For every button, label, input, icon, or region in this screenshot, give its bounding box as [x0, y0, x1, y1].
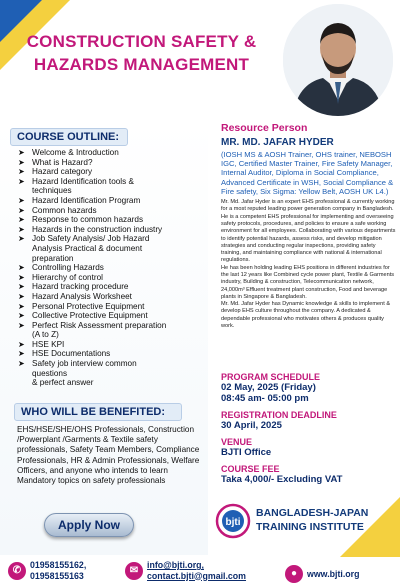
arrow-bullet-icon: ➤	[18, 148, 25, 157]
phone-contact	[8, 560, 86, 581]
arrow-bullet-icon: ➤	[18, 359, 25, 369]
arrow-bullet-icon: ➤	[18, 301, 25, 311]
bio-paragraph: Mr. Md. Jafar Hyder is an expert EHS professional & currently working for a most reputed leading power generation company in Bangladesh.	[221, 199, 395, 213]
bio-paragraph: Mr. Md. Jafar Hyder has Dynamic knowledge & skills to implement & develop EHS culture throughout the company. A dedicated & dependable professional who motivates others & produces quality work.	[221, 301, 391, 330]
course-outline-item	[18, 311, 206, 321]
globe-icon: ●	[285, 565, 303, 583]
course-outline-item-label: Job Safety Analysis/ Job Hazard	[32, 234, 150, 244]
course-outline-item-label: Response to common hazards	[32, 215, 144, 225]
resource-person-heading: Resource Person	[221, 122, 308, 134]
course-outline-item	[18, 369, 206, 379]
institute-logo	[212, 500, 397, 546]
arrow-bullet-icon: ➤	[18, 311, 25, 321]
phone-number[interactable]: 01958155162,	[30, 560, 87, 570]
course-outline-item	[18, 244, 206, 254]
flyer-title	[14, 30, 269, 76]
course-outline-item	[18, 177, 206, 187]
bio-paragraph: He has been holding leading EHS positions in different industries for the last 12 years like Combined cycle power plant, Textile & Garments industry, Building & construction, Telecommunication network, 24,000m³ Effluent treatment plant construction, Food and beverage plants in Singapore & Bangladesh.	[221, 264, 395, 300]
course-fee-value: Taka 4,000/- Excluding VAT	[221, 474, 343, 485]
resource-person-photo	[283, 4, 393, 116]
course-outline-item	[18, 234, 206, 244]
arrow-bullet-icon: ➤	[18, 205, 25, 215]
course-outline-item-label: (A to Z)	[32, 330, 59, 340]
course-outline-item	[18, 148, 206, 158]
course-outline-item-label: Hazard Analysis Worksheet	[32, 291, 132, 301]
course-outline-item-label: Common hazards	[32, 205, 97, 215]
email-icon: ✉	[125, 562, 143, 580]
arrow-bullet-icon: ➤	[18, 282, 25, 292]
course-outline-item	[18, 158, 206, 168]
course-outline-item	[18, 206, 206, 216]
course-fee-label: COURSE FEE	[221, 464, 280, 474]
course-outline-item-label: Hierarchy of control	[32, 272, 103, 282]
course-outline-item-label: HSE KPI	[32, 339, 65, 349]
arrow-bullet-icon: ➤	[18, 215, 25, 225]
arrow-bullet-icon: ➤	[18, 176, 25, 186]
resource-person-section	[221, 122, 396, 330]
bjti-logo-icon	[215, 503, 251, 539]
arrow-bullet-icon: ➤	[18, 349, 25, 359]
arrow-bullet-icon: ➤	[18, 157, 25, 167]
course-outline-item	[18, 263, 206, 273]
course-outline-item-label: Hazard Identification Program	[32, 195, 141, 205]
course-outline-item	[18, 321, 206, 331]
benefited-text: EHS/HSE/SHE/OHS Professionals, Construction /Powerplant /Garments & Textile safety professionals, Safety Team Members, Compliance Professionals, HR & Admin Professionals, Welfare Officers, and anyone who intends to learn Mandatory topics on safety professionals	[17, 425, 200, 486]
program-schedule	[221, 372, 396, 491]
email-link[interactable]: contact.bjti@gmail.com	[147, 570, 247, 581]
phone-icon: ✆	[8, 562, 26, 580]
arrow-bullet-icon: ➤	[18, 339, 25, 349]
website-link[interactable]: www.bjti.org	[307, 568, 360, 579]
course-outline-item	[18, 254, 206, 264]
arrow-bullet-icon: ➤	[18, 291, 25, 301]
course-outline-item-label: Hazard Identification tools &	[32, 176, 134, 186]
course-outline-item	[18, 215, 206, 225]
course-outline-item-label: Welcome & Introduction	[32, 148, 119, 157]
arrow-bullet-icon: ➤	[18, 263, 25, 273]
course-outline-item-label: Personal Protective Equipment	[32, 301, 145, 311]
arrow-bullet-icon: ➤	[18, 234, 25, 244]
venue-label: VENUE	[221, 437, 253, 447]
course-outline-item-label: techniques	[32, 186, 72, 196]
course-outline-item	[18, 359, 206, 369]
course-outline-heading: COURSE OUTLINE:	[10, 128, 128, 146]
phone-number[interactable]: 01958155163	[30, 570, 84, 581]
arrow-bullet-icon: ➤	[18, 272, 25, 282]
program-schedule-label: PROGRAM SCHEDULE	[221, 372, 321, 382]
course-outline-item	[18, 302, 206, 312]
course-outline-item-label: Analysis Practical & document	[32, 243, 143, 253]
course-outline-item	[18, 225, 206, 235]
course-outline-item-label: Perfect Risk Assessment preparation	[32, 320, 167, 330]
contact-footer	[0, 557, 400, 587]
email-link[interactable]: info@bjti.org,	[147, 560, 204, 570]
course-outline-item-label: Controlling Hazards	[32, 263, 104, 273]
portrait-icon	[283, 4, 393, 116]
registration-deadline: 30 April, 2025	[221, 420, 282, 431]
bio-paragraph: He is a competent EHS professional for implementing and overseeing safety protocols, procedures, and policies to ensure a safe working environment for all employees. Collaborating with various departments to identify potential hazards, assess risks, and develop mitigation strategies and conducting regular inspections, providing safety training, and maintaining compliance with national & international regulations.	[221, 213, 396, 264]
course-outline-item-label: Collective Protective Equipment	[32, 311, 148, 321]
title-line-2: HAZARDS MANAGEMENT	[33, 55, 250, 74]
course-outline-item	[18, 378, 206, 388]
course-outline-item	[18, 340, 206, 350]
course-outline-item-label: Hazards in the construction industry	[32, 224, 163, 234]
logo-line-1: BANGLADESH-JAPAN	[256, 507, 369, 519]
course-outline-item	[18, 292, 206, 302]
course-outline-item-label: preparation	[32, 253, 74, 263]
course-outline-item	[18, 349, 206, 359]
resource-person-bio	[221, 199, 396, 330]
resource-person-name: MR. MD. JAFAR HYDER	[221, 137, 334, 148]
resource-person-credentials: (IOSH MS & AOSH Trainer, OHS trainer, NEBOSH IGC, Certified Master Trainer, Fire Safety Manager, Internal Auditor, Diploma in Social Compliance, Advanced Certificate in WSH, Social Compliance & Fire safety, Six Sigma: Yellow Belt, AOSH UK L4.)	[221, 150, 394, 196]
arrow-bullet-icon: ➤	[18, 224, 25, 234]
course-outline-item-label: Hazard tracking procedure	[32, 282, 129, 292]
logo-line-2: TRAINING INSTITUTE	[256, 521, 364, 533]
course-outline-item	[18, 167, 206, 177]
apply-now-button[interactable]: Apply Now	[44, 513, 134, 537]
logo-text	[256, 506, 368, 534]
course-outline-item	[18, 330, 206, 340]
venue-value: BJTI Office	[221, 447, 272, 458]
course-outline-item	[18, 196, 206, 206]
benefited-heading: WHO WILL BE BENEFITED:	[14, 403, 182, 421]
arrow-bullet-icon: ➤	[18, 320, 25, 330]
registration-deadline-label: REGISTRATION DEADLINE	[221, 410, 337, 420]
course-outline-item-label: Safety job interview common	[32, 359, 137, 369]
email-contact	[125, 560, 246, 581]
website-contact	[285, 565, 359, 583]
arrow-bullet-icon: ➤	[18, 195, 25, 205]
svg-text:bjti: bjti	[225, 517, 241, 528]
course-outline-item-label: questions	[32, 368, 68, 378]
title-line-1: CONSTRUCTION SAFETY &	[26, 32, 257, 51]
course-outline-item	[18, 186, 206, 196]
course-outline-item	[18, 273, 206, 283]
course-outline-item-label: What is Hazard?	[32, 157, 93, 167]
course-outline-item	[18, 282, 206, 292]
course-outline-item-label: Hazard category	[32, 167, 93, 177]
program-time: 08:45 am- 05:00 pm	[221, 393, 309, 404]
course-outline-list	[18, 148, 206, 388]
program-date: 02 May, 2025 (Friday)	[221, 382, 316, 393]
arrow-bullet-icon: ➤	[18, 167, 25, 177]
course-outline-item-label: HSE Documentations	[32, 349, 111, 359]
course-outline-item-label: & perfect answer	[32, 378, 94, 388]
